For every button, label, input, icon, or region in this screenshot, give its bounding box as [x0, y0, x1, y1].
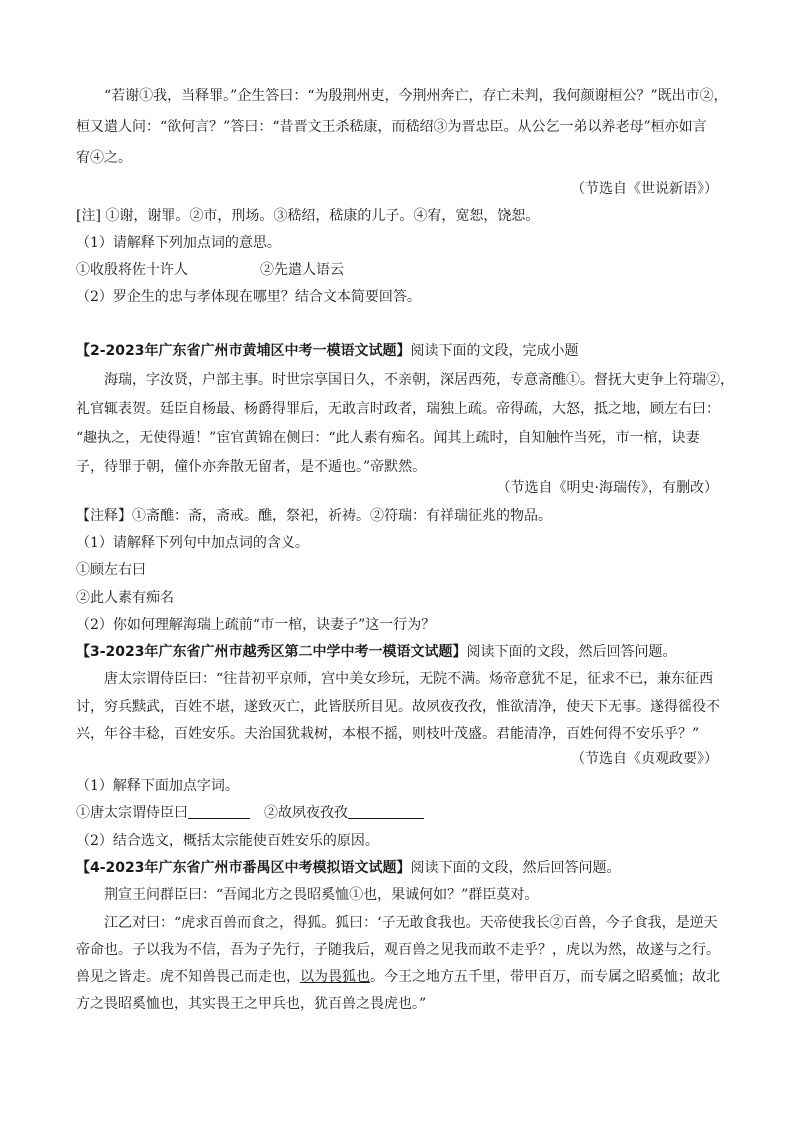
- passage2-line: 海瑞，字汝贤，户部主事。时世宗享国日久，不亲朝，深居西苑，专意斋醮①。督抚大吏争上符瑞②，: [104, 372, 734, 388]
- underlined-sentence: 以为畏狐也: [300, 969, 370, 985]
- passage3-question-2: （2）结合选文，概括太宗能使百姓安乐的原因。: [76, 833, 379, 849]
- passage2-heading: [76, 341, 718, 361]
- passage2-instruction: 阅读下面的文段，完成小题: [410, 343, 579, 359]
- passage3-instruction: 阅读下面的文段，然后回答问题。: [466, 644, 677, 660]
- passage1-note: [注] ①谢，谢罪。②市，刑场。③嵇绍，嵇康的儿子。④宥，宽恕，饶恕。: [76, 208, 540, 224]
- passage4-line: 方之畏昭奚恤也，其实畏王之甲兵也，犹百兽之畏虎也。”: [76, 996, 427, 1012]
- passage1-line: 宥④之。: [76, 150, 132, 166]
- passage4-line: 江乙对曰：“虎求百兽而食之，得狐。狐曰：‘子无敢食我也。天帝使我长②百兽，今子食我，是逆天: [104, 915, 718, 931]
- passage4-line-part: 。今王之地方五千里，带甲百万，而专属之昭奚恤；故北: [370, 969, 720, 985]
- passage2-line: 子，待罪于朝，僮仆亦奔散无留者，是不遁也。”帝默然。: [76, 459, 427, 475]
- passage2-question-2: （2）你如何理解海瑞上疏前“市一棺，诀妻子”这一行为？: [76, 617, 436, 633]
- passage1-line: 桓又遣人问：“欲何言？”答曰：“昔晋文王杀嵇康，而嵇绍③为晋忠臣。从公乞一弟以养老母”桓亦如言: [76, 119, 707, 135]
- passage1-line: “若谢①我，当释罪。”企生答曰：“为殷荆州吏，今荆州奔亡，存亡未判，我何颜谢桓公？”既出市②，: [104, 88, 728, 104]
- passage2-note: 【注释】①斋醮：斋，斋戒。醮，祭祀，祈祷。②符瑞：有祥瑞征兆的物品。: [76, 508, 552, 524]
- passage4-line-part: 兽见之皆走。虎不知兽畏己而走也，: [76, 969, 300, 985]
- passage1-question-2: （2）罗企生的忠与孝体现在哪里？结合文本简要回答。: [76, 289, 421, 305]
- passage3-line: 唐太宗谓侍臣曰：“往昔初平京师，宫中美女珍玩，无院不满。炀帝意犹不足，征求不已，兼东征西: [104, 671, 714, 687]
- passage2-source: （节选自《明史·海瑞传》，有删改）: [496, 480, 718, 496]
- passage3-line: 讨，穷兵黩武，百姓不堪，遂致灭亡，此皆朕所目见。故夙夜孜孜，惟欲清净，使天下无事。遂得徭役不: [76, 699, 720, 715]
- passage4-line: 荆宣王问群臣曰：“吾闻北方之畏昭奚恤①也，果诚何如？”群臣莫对。: [104, 887, 539, 903]
- passage4-line: 帝命也。子以我为不信，吾为子先行，子随我后，观百兽之见我而敢不走乎？，虎以为然，故遂与之行。: [76, 942, 720, 958]
- passage2-line: “趣执之，无使得遁！”宦官黄锦在侧曰：“此人素有痴名。闻其上疏时，自知触忤当死，市一棺，诀妻: [76, 430, 700, 446]
- passage3-line: 兴，年谷丰稔，百姓安乐。夫治国犹栽树，本根不摇，则枝叶茂盛。君能清净，百姓何得不安乐乎？”: [76, 726, 700, 742]
- passage1-item-b: ②先遣人语云: [260, 262, 344, 278]
- answer-blank[interactable]: [348, 804, 424, 819]
- passage2-item-a: ①顾左右曰: [76, 562, 146, 578]
- passage4-heading: [76, 858, 718, 878]
- passage2-item-b: ②此人素有痴名: [76, 590, 174, 606]
- passage3-item-b: ②故夙夜孜孜: [264, 805, 348, 821]
- passage3-heading: [76, 642, 718, 662]
- passage1-item-a: ①收殷将佐十许人: [76, 262, 188, 278]
- passage3-item-a: ①唐太宗谓侍臣曰: [76, 805, 188, 821]
- passage1-question-1-items: [76, 260, 718, 280]
- passage3-question-1: （1）解释下面加点字词。: [76, 778, 239, 794]
- passage3-source-title: 【3-2023年广东省广州市越秀区第二中学中考一模语文试题】: [76, 644, 467, 660]
- passage2-question-1: （1）请解释下列句中加点词的含义。: [76, 535, 309, 551]
- answer-blank[interactable]: [188, 804, 250, 819]
- passage3-source: （节选自《贞观政要》）: [571, 751, 718, 767]
- passage4-source-title: 【4-2023年广东省广州市番禺区中考模拟语文试题】: [76, 860, 411, 876]
- passage1-source: （节选自《世说新语》）: [571, 181, 718, 197]
- passage4-line: [76, 967, 718, 987]
- passage2-source-title: 【2-2023年广东省广州市黄埔区中考一模语文试题】: [76, 343, 411, 359]
- passage4-instruction: 阅读下面的文段，然后回答问题。: [410, 860, 621, 876]
- passage3-question-1-items: [76, 803, 718, 823]
- passage1-question-1: （1）请解释下列加点词的意思。: [76, 235, 281, 251]
- passage2-line: 礼官辄表贺。廷臣自杨最、杨爵得罪后，无敢言时政者，瑞独上疏。帝得疏，大怒，抵之地，顾左右曰：: [76, 401, 720, 417]
